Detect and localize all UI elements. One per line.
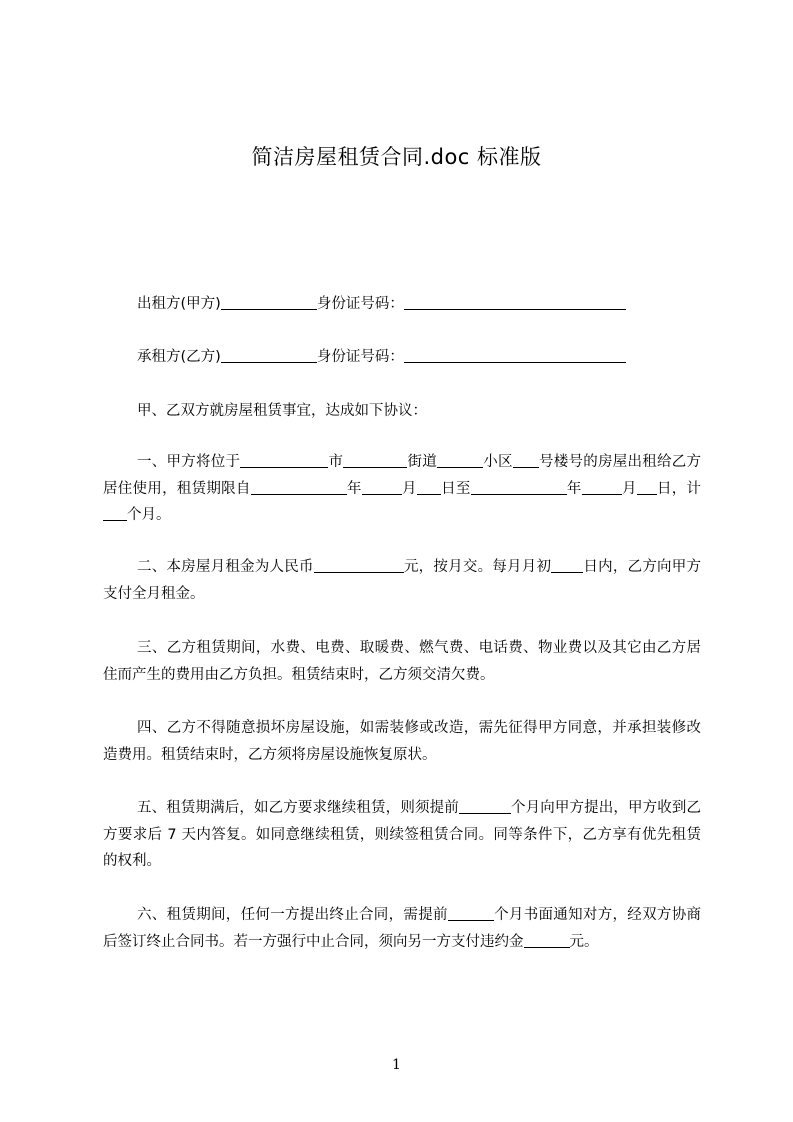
clause-6-text-a: 六、租赁期间，任何一方提出终止合同，需提前	[137, 907, 448, 923]
end-month-blank	[582, 479, 622, 495]
clause-1-text-h: 月	[401, 480, 417, 497]
clause-2-text-c: 日内，乙方向甲方支付全月租金。	[103, 559, 702, 602]
clause-1-text-e: 号楼号的房屋出租给	[538, 454, 672, 470]
clause-5	[103, 795, 701, 875]
start-year-blank	[251, 479, 347, 495]
clause-6	[103, 902, 701, 955]
clause-6-text-b: 个月书面通知对方，经双方协商后签订终止合同书。若一方强行中止合同，须向另一方支付违约金	[103, 907, 702, 950]
street-blank	[343, 452, 407, 468]
clause-2-text-a: 二、本房屋月租金为人民币	[137, 559, 314, 575]
page-number: 1	[392, 1057, 401, 1073]
renewal-notice-blank	[459, 798, 511, 814]
clause-1-text-i: 日至	[440, 480, 471, 497]
building-blank	[513, 452, 539, 468]
clause-2-text-b: 元，按月交。每月月初	[403, 559, 552, 575]
clause-5-text-b: 个月向甲方提出，甲方收到乙方要求后 7 天内答复。如同意继续租赁，则续签租赁合同。同等条件下，乙方享有优先租赁的权利。	[103, 800, 701, 869]
document-title: 简洁房屋租赁合同.doc 标准版	[251, 145, 542, 169]
clause-1-text-j: 年	[566, 480, 582, 497]
clause-4	[103, 715, 701, 768]
lessor-label: 出租方(甲方)	[137, 296, 221, 312]
end-day-blank	[637, 479, 657, 495]
lessee-id-blank	[404, 348, 626, 363]
clause-1-text-k: 月	[621, 480, 637, 497]
clause-1-text-a: 一、甲方将位于	[137, 454, 241, 470]
clause-3-text: 三、乙方租赁期间，水费、电费、取暖费、燃气费、电话费、物业费以及其它由乙方居住而产生的费用由乙方负担。租赁结束时，乙方须交清欠费。	[103, 640, 701, 683]
end-year-blank	[471, 479, 567, 495]
termination-notice-blank	[448, 905, 494, 921]
clause-1-text-l: 日，计	[656, 480, 702, 497]
lessor-id-blank	[404, 295, 626, 310]
clause-3	[103, 635, 701, 688]
community-blank	[437, 452, 483, 468]
lessor-id-label: 身份证号码：	[316, 296, 404, 312]
payment-days-blank	[551, 557, 583, 573]
penalty-blank	[524, 932, 570, 948]
lessor-line	[137, 292, 626, 313]
start-month-blank	[362, 479, 402, 495]
clause-1-text-m: 个月。	[127, 507, 171, 523]
term-months-blank	[103, 505, 127, 521]
lessee-label: 承租方(乙方)	[137, 349, 221, 365]
clause-1-text-g: 年	[346, 480, 362, 497]
clause-4-text: 四、乙方不得随意损坏房屋设施，如需装修或改造，需先征得甲方同意，并承担装修改造费用。租赁结束时，乙方须将房屋设施恢复原状。	[103, 720, 701, 763]
start-day-blank	[417, 479, 441, 495]
city-blank	[240, 452, 328, 468]
clause-2	[103, 554, 701, 607]
rent-blank	[314, 557, 404, 573]
clause-1-text-c: 街道	[407, 454, 437, 470]
clause-1-text-f: 乙方居住使用，租赁期限自	[103, 454, 701, 497]
lessee-line	[137, 345, 626, 366]
intro-text: 甲、乙双方就房屋租赁事宜，达成如下协议：	[137, 403, 427, 419]
lessee-name-blank	[221, 348, 317, 363]
clause-5-text-a: 五、租赁期满后，如乙方要求继续租赁，则须提前	[137, 800, 459, 816]
clause-1-text-b: 市	[328, 454, 344, 470]
clause-1-text-d: 小区	[483, 454, 513, 470]
clause-1	[103, 449, 701, 529]
lessor-name-blank	[221, 295, 317, 310]
clause-6-text-c: 元。	[569, 933, 599, 950]
lessee-id-label: 身份证号码：	[316, 349, 404, 365]
